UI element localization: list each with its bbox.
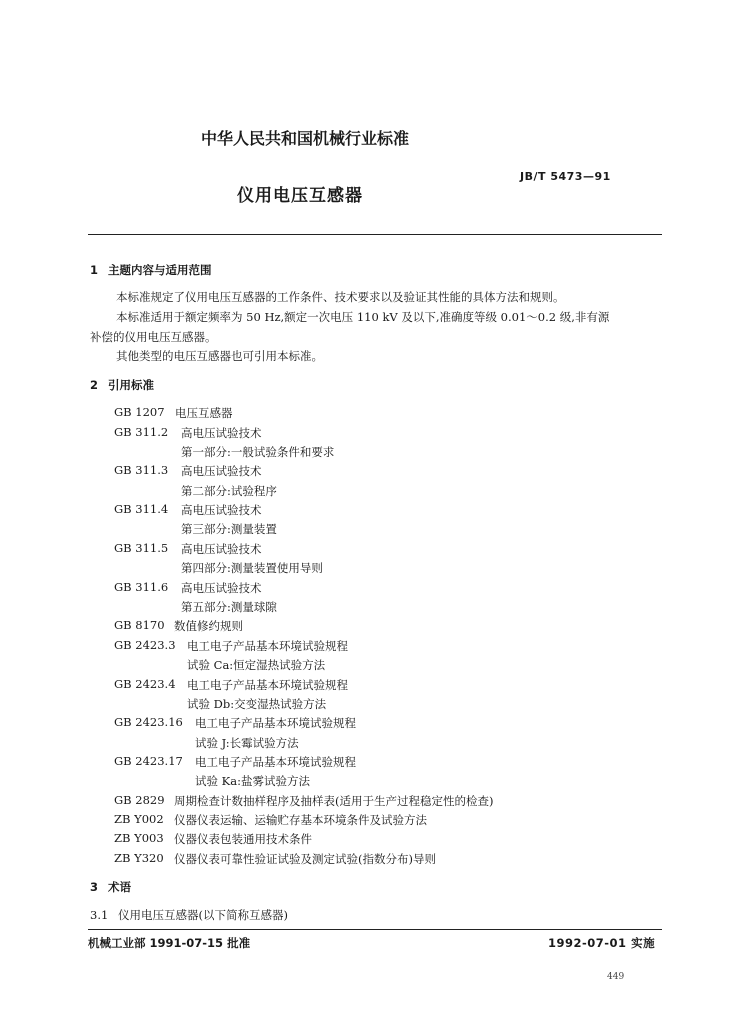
section-3-title: 术语 bbox=[108, 880, 131, 894]
section-1-paragraph-1: 本标准规定了仪用电压互感器的工作条件、技术要求以及验证其性能的具体方法和规则。 bbox=[116, 290, 565, 304]
reference-subtitle: 试验 Ca:恒定湿热试验方法 bbox=[187, 658, 326, 672]
reference-title: 仪器仪表包装通用技术条件 bbox=[174, 832, 312, 846]
reference-subtitle: 试验 J:长霉试验方法 bbox=[195, 736, 299, 750]
reference-title: 高电压试验技术 bbox=[181, 581, 262, 595]
footer-divider bbox=[88, 929, 662, 930]
reference-code: GB 311.3 bbox=[114, 463, 169, 477]
reference-code: GB 311.5 bbox=[114, 541, 169, 555]
reference-subtitle: 第四部分:测量装置使用导则 bbox=[181, 561, 323, 575]
reference-title: 周期检查计数抽样程序及抽样表(适用于生产过程稳定性的检查) bbox=[174, 794, 494, 808]
reference-code: GB 8170 bbox=[114, 618, 165, 632]
reference-title: 电工电子产品基本环境试验规程 bbox=[195, 716, 356, 730]
reference-title: 高电压试验技术 bbox=[181, 464, 262, 478]
section-1-paragraph-2-line-2: 补偿的仪用电压互感器。 bbox=[90, 330, 217, 344]
reference-title: 电工电子产品基本环境试验规程 bbox=[195, 755, 356, 769]
section-2-number: 2 bbox=[90, 378, 99, 392]
reference-title: 高电压试验技术 bbox=[181, 542, 262, 556]
section-3-1-number: 3.1 bbox=[90, 908, 109, 922]
reference-code: GB 311.2 bbox=[114, 425, 169, 439]
section-1-paragraph-3: 其他类型的电压互感器也可引用本标准。 bbox=[116, 349, 323, 363]
reference-subtitle: 第二部分:试验程序 bbox=[181, 484, 277, 498]
reference-code: GB 2829 bbox=[114, 793, 165, 807]
page-number: 449 bbox=[607, 972, 625, 982]
reference-subtitle: 试验 Db:交变湿热试验方法 bbox=[187, 697, 327, 711]
approval-line: 机械工业部 1991-07-15 批准 bbox=[88, 936, 251, 950]
section-3-heading bbox=[90, 879, 131, 895]
reference-title: 电工电子产品基本环境试验规程 bbox=[187, 639, 348, 653]
section-2-heading bbox=[90, 377, 154, 393]
reference-code: GB 2423.16 bbox=[114, 715, 183, 729]
reference-code: GB 311.4 bbox=[114, 502, 169, 516]
section-2-title: 引用标准 bbox=[108, 378, 154, 392]
reference-code: GB 2423.4 bbox=[114, 677, 176, 691]
section-3-number: 3 bbox=[90, 880, 99, 894]
standard-title: 中华人民共和国机械行业标准 bbox=[200, 129, 409, 148]
reference-title: 仪器仪表可靠性验证试验及测定试验(指数分布)导则 bbox=[174, 852, 436, 866]
section-1-title: 主题内容与适用范围 bbox=[108, 263, 212, 277]
reference-code: ZB Y003 bbox=[114, 831, 164, 845]
reference-subtitle: 第五部分:测量球隙 bbox=[181, 600, 277, 614]
reference-subtitle: 第三部分:测量装置 bbox=[181, 522, 277, 536]
reference-title: 高电压试验技术 bbox=[181, 426, 262, 440]
standard-code: JB/T 5473—91 bbox=[520, 170, 611, 183]
section-3-1 bbox=[90, 907, 288, 923]
section-1-paragraph-2-line-1: 本标准适用于额定频率为 50 Hz,额定一次电压 110 kV 及以下,准确度等级 0.01～0.2 级,非有源 bbox=[116, 310, 610, 324]
document-title: 仪用电压互感器 bbox=[237, 186, 363, 206]
reference-code: GB 1207 bbox=[114, 405, 165, 419]
section-1-heading bbox=[90, 262, 212, 278]
reference-title: 电压互感器 bbox=[175, 406, 233, 420]
implementation-line: 1992-07-01 实施 bbox=[548, 936, 656, 950]
reference-title: 数值修约规则 bbox=[174, 619, 243, 633]
reference-code: GB 2423.3 bbox=[114, 638, 176, 652]
reference-code: ZB Y002 bbox=[114, 812, 164, 826]
reference-title: 高电压试验技术 bbox=[181, 503, 262, 517]
reference-subtitle: 第一部分:一般试验条件和要求 bbox=[181, 445, 335, 459]
reference-code: ZB Y320 bbox=[114, 851, 164, 865]
reference-title: 仪器仪表运输、运输贮存基本环境条件及试验方法 bbox=[174, 813, 427, 827]
section-1-number: 1 bbox=[90, 263, 99, 277]
reference-subtitle: 试验 Ka:盐雾试验方法 bbox=[195, 774, 310, 788]
reference-code: GB 2423.17 bbox=[114, 754, 183, 768]
reference-title: 电工电子产品基本环境试验规程 bbox=[187, 678, 348, 692]
reference-code: GB 311.6 bbox=[114, 580, 169, 594]
header-divider bbox=[88, 234, 662, 235]
section-3-1-text: 仪用电压互感器(以下简称互感器) bbox=[118, 908, 288, 922]
